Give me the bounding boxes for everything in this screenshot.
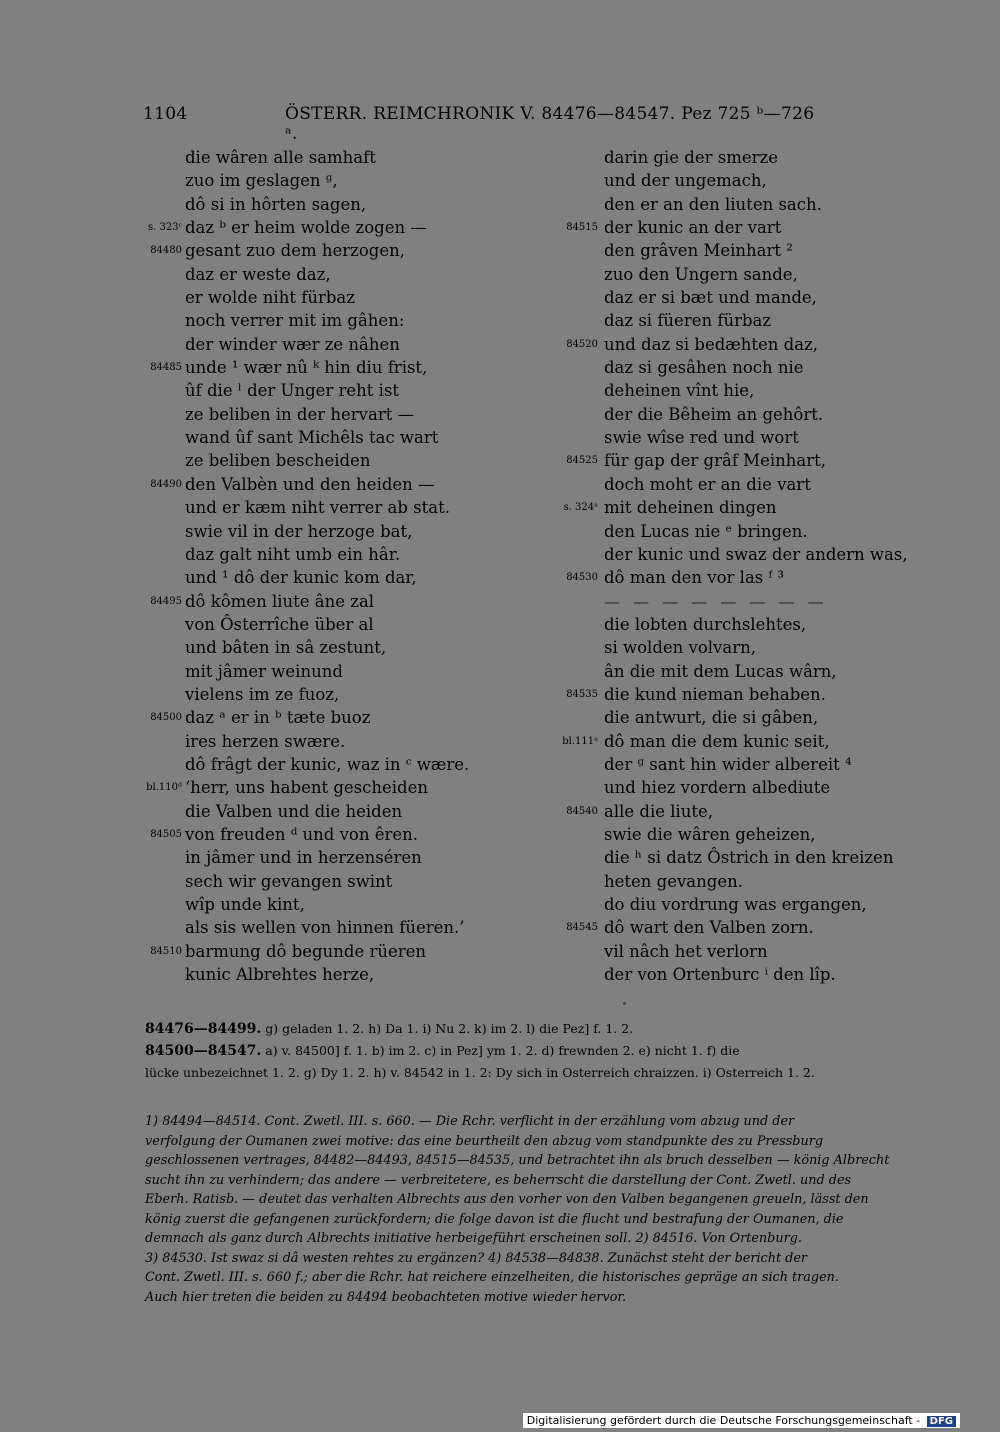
verse-text: ‘herr, uns habent gescheiden: [185, 778, 429, 798]
verse-line: [566, 333, 908, 356]
commentary-line: könig zuerst die gefangenen zurückfordern; die folge davon ist die flucht und bestrafung der Oumanen, die: [145, 1211, 844, 1227]
verse-text: als sis wellen von hinnen füeren.’: [185, 918, 465, 938]
verse-text: die wâren alle samhaft: [185, 148, 376, 167]
verse-text: dô frâgt der kunic, waz in ᶜ wære.: [185, 754, 470, 774]
verse-text: wand ûf sant Michêls tac wart: [185, 428, 439, 448]
verse-line: [604, 706, 908, 729]
verse-line: [185, 403, 469, 426]
verse-line: [185, 636, 469, 659]
verse-line: [604, 356, 908, 379]
verse-text: in jâmer und in herzenséren: [185, 848, 422, 868]
variant-note-row: [145, 1062, 965, 1083]
verse-text: die antwurt, die si gâben,: [604, 708, 819, 728]
verse-text: deheinen vînt hie,: [604, 381, 755, 401]
verse-line: [185, 496, 469, 519]
verse-text: daz er weste daz,: [185, 264, 331, 284]
verse-line: [185, 263, 469, 286]
running-header: [143, 104, 823, 144]
verse-line: [604, 613, 908, 636]
verse-line: [604, 893, 908, 916]
verse-line: [185, 193, 469, 216]
verse-text: kunic Albrehtes herze,: [185, 965, 375, 985]
verse-line: [604, 543, 908, 566]
verse-text: darin gie der smerze: [604, 148, 778, 167]
verse-text: für gap der grâf Meinhart,: [604, 451, 826, 471]
verse-text: mit deheinen dingen: [604, 498, 777, 518]
verse-line: [562, 730, 908, 753]
verse-line: [185, 520, 469, 543]
line-marker: bl.111ᵃ: [562, 735, 598, 747]
verse-line: [566, 800, 908, 823]
verse-line: [604, 660, 908, 683]
verse-text: dô man den vor las ᶠ ³: [604, 568, 785, 588]
verse-line: [604, 473, 908, 496]
commentary-notes: [145, 1112, 965, 1307]
verse-line: [566, 216, 908, 239]
verse-line: [185, 286, 469, 309]
line-marker: 84495: [150, 595, 182, 607]
verse-text: ze beliben bescheiden: [185, 451, 371, 471]
verse-line: [150, 239, 469, 262]
verse-text: und ¹ dô der kunic kom dar,: [185, 568, 417, 588]
verse-line: [185, 916, 469, 939]
verse-text: heten gevangen.: [604, 871, 743, 891]
verse-text: sech wir gevangen swint: [185, 871, 393, 891]
verse-text: der kunic und swaz der andern was,: [604, 544, 908, 564]
page-speck: [623, 1002, 626, 1005]
verse-text: und er kæm niht verrer ab stat.: [185, 498, 450, 518]
verse-text: alle die liute,: [604, 801, 714, 821]
verse-text: gesant zuo dem herzogen,: [185, 241, 405, 261]
line-marker: 84535: [566, 688, 598, 700]
verse-line: [604, 520, 908, 543]
verse-text: der die Bêheim an gehôrt.: [604, 404, 824, 424]
variant-note-text: lücke unbezeichnet 1. 2. g) Dy 1. 2. h) v. 84542 in 1. 2: Dy sich in Osterreich chraizzen. i) Osterreich 1. 2.: [145, 1065, 815, 1080]
verse-text: den er an den liuten sach.: [604, 194, 822, 214]
verse-text: den Lucas nie ᵉ bringen.: [604, 521, 808, 541]
verse-text: dô kômen liute âne zal: [185, 591, 375, 611]
verse-text: doch moht er an die vart: [604, 474, 811, 494]
variant-note-row: [145, 1040, 965, 1062]
funding-footer: [523, 1413, 960, 1428]
verse-text: swie die wâren geheizen,: [604, 824, 816, 844]
verse-text: si wolden volvarn,: [604, 638, 756, 658]
verse-line: [604, 753, 908, 776]
verse-line: [604, 379, 908, 402]
verse-text: ires herzen swære.: [185, 731, 346, 751]
commentary-line: 1) 84494—84514. Cont. Zwetl. III. s. 660. — Die Rchr. verflicht in der erzählung vom abzug und der: [145, 1114, 795, 1129]
verse-text: barmung dô begunde rüeren: [185, 941, 427, 961]
verse-line: [604, 263, 908, 286]
page-number: 1104: [143, 104, 188, 124]
verse-line: [185, 753, 469, 776]
commentary-line: geschlossenen vertrages, 84482—84493, 84515—84535, und betrachtet ihn als bruch desselben — könig Albrecht: [145, 1153, 890, 1168]
verse-text: den grâven Meinhart ²: [604, 241, 793, 261]
verse-line: [604, 403, 908, 426]
line-marker: s. 323ᶜ: [147, 222, 182, 234]
commentary-line: verfolgung der Oumanen zwei motive: das eine beurtheilt den abzug vom standpunkte des zu Pressburg: [145, 1133, 824, 1149]
verse-line: [185, 870, 469, 893]
verse-text: swie vil in der herzoge bat,: [185, 521, 413, 541]
verse-text: die Valben und die heiden: [185, 801, 403, 821]
verse-text: ûf die ˡ der Unger reht ist: [185, 381, 400, 401]
verse-text: dô si in hôrten sagen,: [185, 194, 367, 214]
verse-text: daz galt niht umb ein hâr.: [185, 544, 401, 564]
verse-line: [150, 590, 469, 613]
verse-line: [185, 613, 469, 636]
verse-line: [604, 426, 908, 449]
verse-line: [185, 449, 469, 472]
verse-text: dô man die dem kunic seit,: [604, 731, 830, 751]
verse-text: unde ¹ wær nû ᵏ hin diu frist,: [185, 358, 428, 378]
variant-apparatus: [145, 1018, 965, 1083]
verse-text: daz ᵇ er heim wolde zogen —: [185, 218, 427, 238]
commentary-line: Eberh. Ratisb. — deutet das verhalten Albrechts aus den vorher von den Valben begangenen greueln, lässt den: [145, 1192, 869, 1207]
verse-line: [185, 660, 469, 683]
line-marker: 84500: [150, 712, 182, 724]
verse-line: [185, 543, 469, 566]
verse-line: [185, 379, 469, 402]
verse-text: die kund nieman behaben.: [604, 684, 826, 704]
verse-line: [185, 146, 469, 169]
verse-text: daz si füeren fürbaz: [604, 311, 772, 331]
verse-line: [185, 800, 469, 823]
line-marker: 84490: [150, 478, 182, 490]
dfg-logo: DFG: [927, 1416, 956, 1427]
line-marker: 84505: [150, 828, 182, 840]
verse-line: [150, 356, 469, 379]
verse-text: noch verrer mit im gâhen:: [185, 311, 405, 331]
verse-text: ân die mit dem Lucas wârn,: [604, 661, 837, 681]
verse-text: do diu vordrung was ergangen,: [604, 895, 867, 914]
line-marker: 84480: [150, 245, 182, 257]
verse-line: [185, 566, 469, 589]
verse-line: [185, 730, 469, 753]
line-marker: 84545: [566, 922, 598, 934]
verse-line: [604, 776, 908, 799]
verse-line: [185, 309, 469, 332]
footer-text: Digitalisierung gefördert durch die Deutsche Forschungsgemeinschaft -: [526, 1414, 921, 1427]
verse-range: 84500—84547.: [145, 1043, 262, 1059]
verse-text: und daz si bedæhten daz,: [604, 334, 819, 354]
verse-text: dô wart den Valben zorn.: [604, 918, 814, 938]
verse-text: von Ôsterrîche über al: [185, 614, 374, 634]
verse-line: [566, 683, 908, 706]
verse-text: — — — — — — — —: [604, 591, 828, 611]
verse-line: [604, 846, 908, 869]
verse-text: swie wîse red und wort: [604, 428, 799, 448]
verse-text: und der ungemach,: [604, 171, 767, 191]
verse-line: [604, 940, 908, 963]
verse-line: [604, 286, 908, 309]
verse-text: zuo den Ungern sande,: [604, 264, 798, 284]
line-marker: bl.110ᵈ: [146, 782, 182, 794]
verse-line: [185, 426, 469, 449]
verse-text: vil nâch het verlorn: [604, 941, 768, 961]
commentary-line: 3) 84530. Ist swaz si dâ westen rehtes zu ergänzen? 4) 84538—84838. Zunächst steht der bericht der: [145, 1250, 808, 1266]
verse-text: er wolde niht fürbaz: [185, 288, 355, 308]
verse-text: von freuden ᵈ und von êren.: [185, 824, 419, 844]
variant-note-text: g) geladen 1. 2. h) Da 1. i) Nu 2. k) im 2. l) die Pez] f. 1. 2.: [261, 1021, 634, 1036]
line-marker: 84485: [150, 362, 182, 374]
running-title: ÖSTERR. REIMCHRONIK V. 84476—84547. Pez 725 ᵇ—726 ᵃ.: [285, 104, 815, 144]
verse-text: den Valbèn und den heiden —: [185, 474, 435, 494]
verse-line: [604, 870, 908, 893]
verse-line: [185, 169, 469, 192]
verse-line: [604, 239, 908, 262]
verse-text: der winder wær ze nâhen: [185, 334, 400, 354]
line-marker: 84540: [566, 805, 598, 817]
verse-text: der kunic an der vart: [604, 218, 782, 238]
verse-text: die ʰ si datz Ôstrich in den kreizen: [604, 848, 894, 868]
verse-text: und hiez vordern albediute: [604, 778, 831, 798]
verse-line: [146, 776, 469, 799]
verse-text: mit jâmer weinund: [185, 661, 343, 681]
verse-line: [566, 449, 908, 472]
verse-line: [185, 963, 469, 986]
left-verse-column: [146, 146, 470, 986]
verse-line: [150, 823, 469, 846]
verse-line: [150, 473, 469, 496]
verse-line: [604, 823, 908, 846]
verse-text: ze beliben in der hervart —: [185, 404, 415, 424]
verse-text: der von Ortenburc ⁱ den lîp.: [604, 965, 836, 985]
line-marker: 84525: [566, 455, 598, 467]
verse-text: der ᵍ sant hin wider albereit ⁴: [604, 754, 852, 774]
verse-line: [185, 333, 469, 356]
right-verse-column: [562, 146, 908, 986]
verse-line: [604, 590, 908, 613]
line-marker: s. 324ᵃ: [563, 502, 598, 514]
verse-text: zuo im geslagen ᵍ,: [185, 171, 338, 191]
verse-range: 84476—84499.: [145, 1021, 262, 1037]
verse-text: daz si gesâhen noch nie: [604, 358, 804, 378]
verse-line: [150, 706, 469, 729]
verse-line: [604, 636, 908, 659]
verse-line: [566, 916, 908, 939]
verse-line: [147, 216, 469, 239]
line-marker: 84520: [566, 338, 598, 350]
verse-text: die lobten durchslehtes,: [604, 614, 807, 634]
line-marker: 84510: [150, 945, 182, 957]
commentary-line: Cont. Zwetl. III. s. 660 f.; aber die Rchr. hat reichere einzelheiten, die historisches gepräge an sich tragen.: [145, 1270, 839, 1285]
verse-line: [604, 193, 908, 216]
verse-line: [185, 846, 469, 869]
verse-line: [604, 309, 908, 332]
verse-text: daz er si bæt und mande,: [604, 288, 817, 308]
line-marker: 84530: [566, 572, 598, 584]
verse-line: [604, 169, 908, 192]
verse-line: [563, 496, 908, 519]
verse-line: [604, 146, 908, 169]
commentary-line: sucht ihn zu verhindern; das andere — verbreitetere, es beherrscht die darstellung der Cont. Zwetl. und des: [145, 1172, 852, 1188]
verse-text: wîp unde kint,: [185, 895, 305, 914]
variant-note-row: [145, 1018, 965, 1040]
verse-line: [150, 940, 469, 963]
verse-line: [604, 963, 908, 986]
verse-line: [185, 683, 469, 706]
commentary-line: Auch hier treten die beiden zu 84494 beobachteten motive wieder hervor.: [145, 1289, 627, 1305]
verse-text: und bâten in sâ zestunt,: [185, 638, 387, 658]
line-marker: 84515: [566, 222, 598, 234]
verse-line: [185, 893, 469, 916]
commentary-line: demnach als ganz durch Albrechts initiative herbeigeführt erscheinen soll. 2) 84516. Von Ortenburg.: [145, 1231, 802, 1246]
verse-text: vielens im ze fuoz,: [185, 684, 340, 704]
verse-text: daz ᵃ er in ᵇ tæte buoz: [185, 708, 371, 728]
verse-line: [566, 566, 908, 589]
variant-note-text: a) v. 84500] f. 1. b) im 2. c) in Pez] ym 1. 2. d) frewnden 2. e) nicht 1. f) die: [261, 1043, 740, 1058]
